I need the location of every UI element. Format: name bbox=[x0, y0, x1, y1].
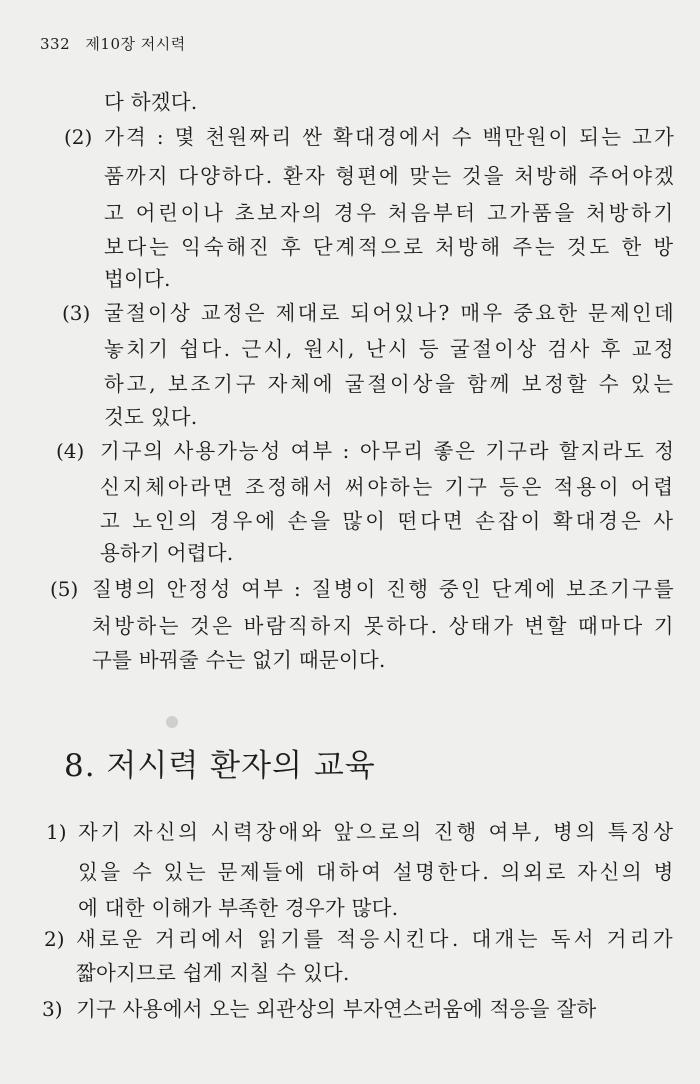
text-line: 새로운 거리에서 읽기를 적응시킨다. 대개는 독서 거리가 bbox=[76, 927, 676, 951]
item-marker: 3) bbox=[42, 997, 63, 1021]
text-line: 기구 사용에서 오는 외관상의 부자연스러움에 적응을 잘하 bbox=[76, 997, 597, 1021]
text-line: 굴절이상 교정은 제대로 되어있나? 매우 중요한 문제인데 bbox=[104, 301, 676, 325]
item-marker: 1) bbox=[46, 820, 67, 844]
text-line: 놓치기 쉽다. 근시, 원시, 난시 등 굴절이상 검사 후 교정 bbox=[104, 337, 676, 361]
text-line: 처방하는 것은 바람직하지 못하다. 상태가 변할 때마다 기 bbox=[92, 614, 676, 638]
text-line: 법이다. bbox=[104, 267, 171, 291]
text-line: 짧아지므로 쉽게 지칠 수 있다. bbox=[76, 961, 350, 985]
page-number: 332 bbox=[40, 35, 71, 53]
text-line: 가격 : 몇 천원짜리 싼 확대경에서 수 백만원이 되는 고가 bbox=[104, 125, 676, 149]
text-line: 신지체아라면 조정해서 써야하는 기구 등은 적용이 어렵 bbox=[100, 475, 676, 499]
text-line: 구를 바꿔줄 수는 없기 때문이다. bbox=[92, 648, 386, 672]
chapter-title: 제10장 저시력 bbox=[85, 35, 186, 53]
text-line: 용하기 어렵다. bbox=[100, 541, 234, 565]
text-line: 있을 수 있는 문제들에 대하여 설명한다. 의외로 자신의 병 bbox=[78, 860, 676, 884]
item-marker: (3) bbox=[62, 301, 91, 325]
text-line: 기구의 사용가능성 여부 : 아무리 좋은 기구라 할지라도 정 bbox=[100, 439, 676, 463]
text-line: 고 노인의 경우에 손을 많이 떤다면 손잡이 확대경은 사 bbox=[100, 509, 676, 533]
text-line: 보다는 익숙해진 후 단계적으로 처방해 주는 것도 한 방 bbox=[104, 235, 676, 259]
item-marker: (5) bbox=[50, 577, 79, 601]
text-line: 고 어린이나 초보자의 경우 처음부터 고가품을 처방하기 bbox=[104, 201, 676, 225]
text-line: 에 대한 이해가 부족한 경우가 많다. bbox=[78, 896, 399, 920]
item-marker: (4) bbox=[56, 439, 85, 463]
running-header bbox=[40, 33, 186, 54]
text-line: 자기 자신의 시력장애와 앞으로의 진행 여부, 병의 특징상 bbox=[78, 820, 676, 844]
section-heading: 8. 저시력 환자의 교육 bbox=[64, 748, 376, 784]
item-marker: (2) bbox=[64, 125, 93, 149]
text-line: 하고, 보조기구 자체에 굴절이상을 함께 보정할 수 있는 bbox=[104, 372, 676, 396]
text-line: 품까지 다양하다. 환자 형편에 맞는 것을 처방해 주어야겠 bbox=[104, 164, 676, 188]
item-marker: 2) bbox=[44, 927, 65, 951]
text-line: 것도 있다. bbox=[104, 405, 198, 429]
text-line: 다 하겠다. bbox=[104, 90, 198, 114]
text-line: 질병의 안정성 여부 : 질병이 진행 중인 단계에 보조기구를 bbox=[92, 577, 676, 601]
page-smudge bbox=[166, 716, 178, 728]
